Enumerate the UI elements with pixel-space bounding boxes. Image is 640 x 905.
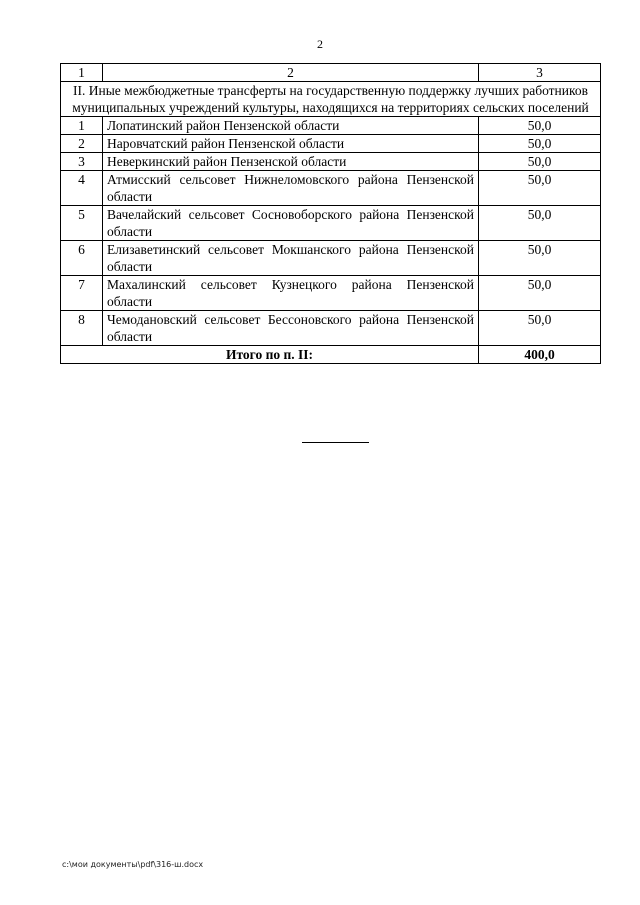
- footer-file-path: c:\мои документы\pdf\316-ш.docx: [62, 860, 204, 869]
- separator-line: [302, 442, 369, 443]
- row-name: Лопатинский район Пензенской области: [103, 117, 479, 135]
- table-row: [61, 311, 601, 346]
- table-row: [61, 206, 601, 241]
- row-name: Елизаветинский сельсовет Мокшанского района Пензенской области: [103, 241, 479, 276]
- row-number: 4: [61, 171, 103, 206]
- row-value: 50,0: [479, 206, 601, 241]
- row-value: 50,0: [479, 276, 601, 311]
- row-number: 5: [61, 206, 103, 241]
- row-value: 50,0: [479, 311, 601, 346]
- column-number-3: 3: [479, 64, 601, 82]
- row-name: Чемодановский сельсовет Бессоновского района Пензенской области: [103, 311, 479, 346]
- row-value: 50,0: [479, 135, 601, 153]
- row-number: 8: [61, 311, 103, 346]
- section-title-row: [61, 82, 601, 117]
- row-number: 2: [61, 135, 103, 153]
- row-number: 1: [61, 117, 103, 135]
- row-name: Атмисский сельсовет Нижнеломовского района Пензенской области: [103, 171, 479, 206]
- table-row: [61, 276, 601, 311]
- row-number: 7: [61, 276, 103, 311]
- row-value: 50,0: [479, 153, 601, 171]
- row-name: Наровчатский район Пензенской области: [103, 135, 479, 153]
- row-name: Неверкинский район Пензенской области: [103, 153, 479, 171]
- table-row: [61, 241, 601, 276]
- table-header-row: [61, 64, 601, 82]
- column-number-1: 1: [61, 64, 103, 82]
- row-value: 50,0: [479, 171, 601, 206]
- row-name: Махалинский сельсовет Кузнецкого района Пензенской области: [103, 276, 479, 311]
- total-value: 400,0: [479, 346, 601, 364]
- transfers-table: [60, 63, 601, 364]
- table-row: [61, 117, 601, 135]
- row-number: 6: [61, 241, 103, 276]
- page-number: 2: [317, 37, 323, 51]
- row-value: 50,0: [479, 117, 601, 135]
- row-number: 3: [61, 153, 103, 171]
- table-row: [61, 153, 601, 171]
- column-number-2: 2: [103, 64, 479, 82]
- section-title: II. Иные межбюджетные трансферты на государственную поддержку лучших работников муниципальных учреждений культуры, находящихся на территориях сельских поселений: [61, 82, 601, 117]
- table-row: [61, 171, 601, 206]
- row-value: 50,0: [479, 241, 601, 276]
- table-row: [61, 135, 601, 153]
- total-label: Итого по п. II:: [61, 346, 479, 364]
- row-name: Вачелайский сельсовет Сосновоборского района Пензенской области: [103, 206, 479, 241]
- total-row: [61, 346, 601, 364]
